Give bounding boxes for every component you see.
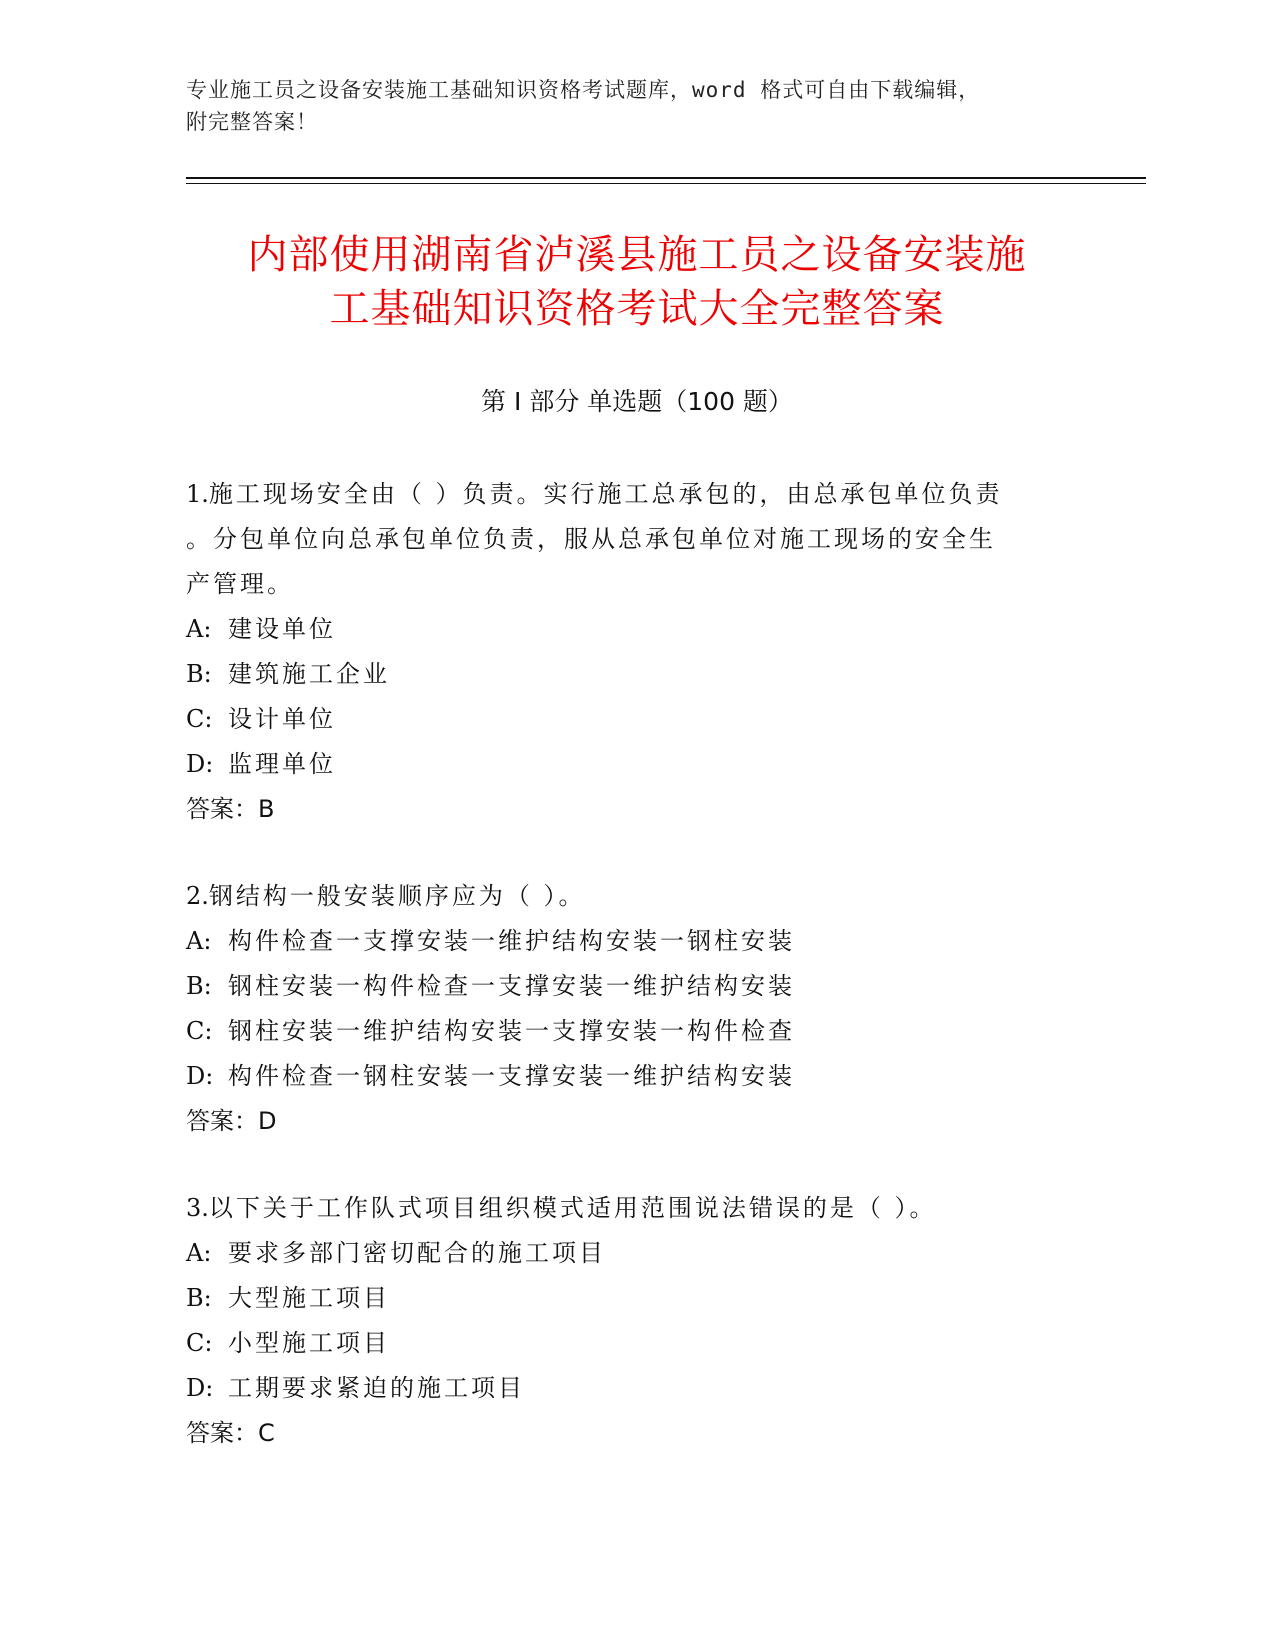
option-d (186, 1054, 1086, 1099)
header-divider-thin (186, 183, 1146, 184)
option-d (186, 742, 1086, 787)
document-title-line-2: 工基础知识资格考试大全完整答案 (329, 286, 945, 332)
option-a (186, 919, 1086, 964)
answer-line (186, 1099, 1086, 1144)
option-label: A: (186, 1239, 212, 1267)
option-text: 建筑施工企业 (228, 660, 390, 688)
option-text: 钢柱安装一维护结构安装一支撑安装一构件检查 (228, 1017, 795, 1045)
answer-prefix: 答案： (186, 1419, 258, 1447)
question-text-line: 产管理。 (186, 570, 294, 598)
option-b (186, 1276, 1086, 1321)
option-text: 设计单位 (228, 705, 336, 733)
option-text: 钢柱安装一构件检查一支撑安装一维护结构安装 (228, 972, 795, 1000)
option-c (186, 1321, 1086, 1366)
question-2 (186, 874, 1086, 1144)
option-label: A: (186, 615, 212, 643)
option-c (186, 697, 1086, 742)
question-text-line: 。分包单位向总承包单位负责，服从总承包单位对施工现场的安全生 (186, 525, 996, 553)
question-text (186, 1186, 1086, 1231)
question-3 (186, 1186, 1086, 1456)
option-label: C: (186, 1017, 213, 1045)
question-text (186, 472, 1086, 517)
option-text: 建设单位 (228, 615, 336, 643)
question-1 (186, 472, 1086, 832)
question-number: 3. (186, 1194, 209, 1222)
question-number: 2. (186, 882, 209, 910)
question-text-line: 钢结构一般安装顺序应为（ ）。 (208, 882, 586, 910)
option-text: 构件检查一支撑安装一维护结构安装一钢柱安装 (228, 927, 795, 955)
question-text (186, 874, 1086, 919)
option-label: A: (186, 927, 212, 955)
header-note-line-1: 专业施工员之设备安装施工基础知识资格考试题库，word 格式可自由下载编辑， (186, 78, 981, 102)
option-b (186, 652, 1086, 697)
option-d (186, 1366, 1086, 1411)
option-text: 工期要求紧迫的施工项目 (228, 1374, 525, 1402)
option-label: D: (186, 1062, 214, 1090)
question-number: 1. (186, 480, 209, 508)
option-label: B: (186, 972, 212, 1000)
option-b (186, 964, 1086, 1009)
question-text-line: 以下关于工作队式项目组织模式适用范围说法错误的是（ ）。 (208, 1194, 937, 1222)
option-label: D: (186, 750, 214, 778)
header-divider-thick (186, 177, 1146, 179)
section-title: 第 I 部分 单选题（100 题） (481, 387, 793, 416)
option-a (186, 1231, 1086, 1276)
option-label: B: (186, 1284, 212, 1312)
option-text: 构件检查一钢柱安装一支撑安装一维护结构安装 (228, 1062, 795, 1090)
option-text: 大型施工项目 (228, 1284, 390, 1312)
option-label: C: (186, 1329, 213, 1357)
question-text-line: 施工现场安全由（ ）负责。实行施工总承包的，由总承包单位负责 (208, 480, 1003, 508)
answer-prefix: 答案： (186, 795, 258, 823)
option-text: 监理单位 (228, 750, 336, 778)
option-text: 要求多部门密切配合的施工项目 (228, 1239, 606, 1267)
document-title (137, 228, 1137, 336)
option-text: 小型施工项目 (228, 1329, 390, 1357)
header-note (186, 74, 1086, 138)
option-label: D: (186, 1374, 214, 1402)
answer-value: C (258, 1419, 275, 1447)
document-title-line-1: 内部使用湖南省泸溪县施工员之设备安装施 (247, 232, 1027, 278)
answer-value: D (258, 1107, 277, 1135)
option-label: C: (186, 705, 213, 733)
answer-line (186, 1411, 1086, 1456)
question-list (186, 472, 1086, 1498)
answer-prefix: 答案： (186, 1107, 258, 1135)
option-a (186, 607, 1086, 652)
answer-value: B (258, 795, 275, 823)
answer-line (186, 787, 1086, 832)
option-label: B: (186, 660, 212, 688)
option-c (186, 1009, 1086, 1054)
header-note-line-2: 附完整答案！ (186, 110, 318, 134)
